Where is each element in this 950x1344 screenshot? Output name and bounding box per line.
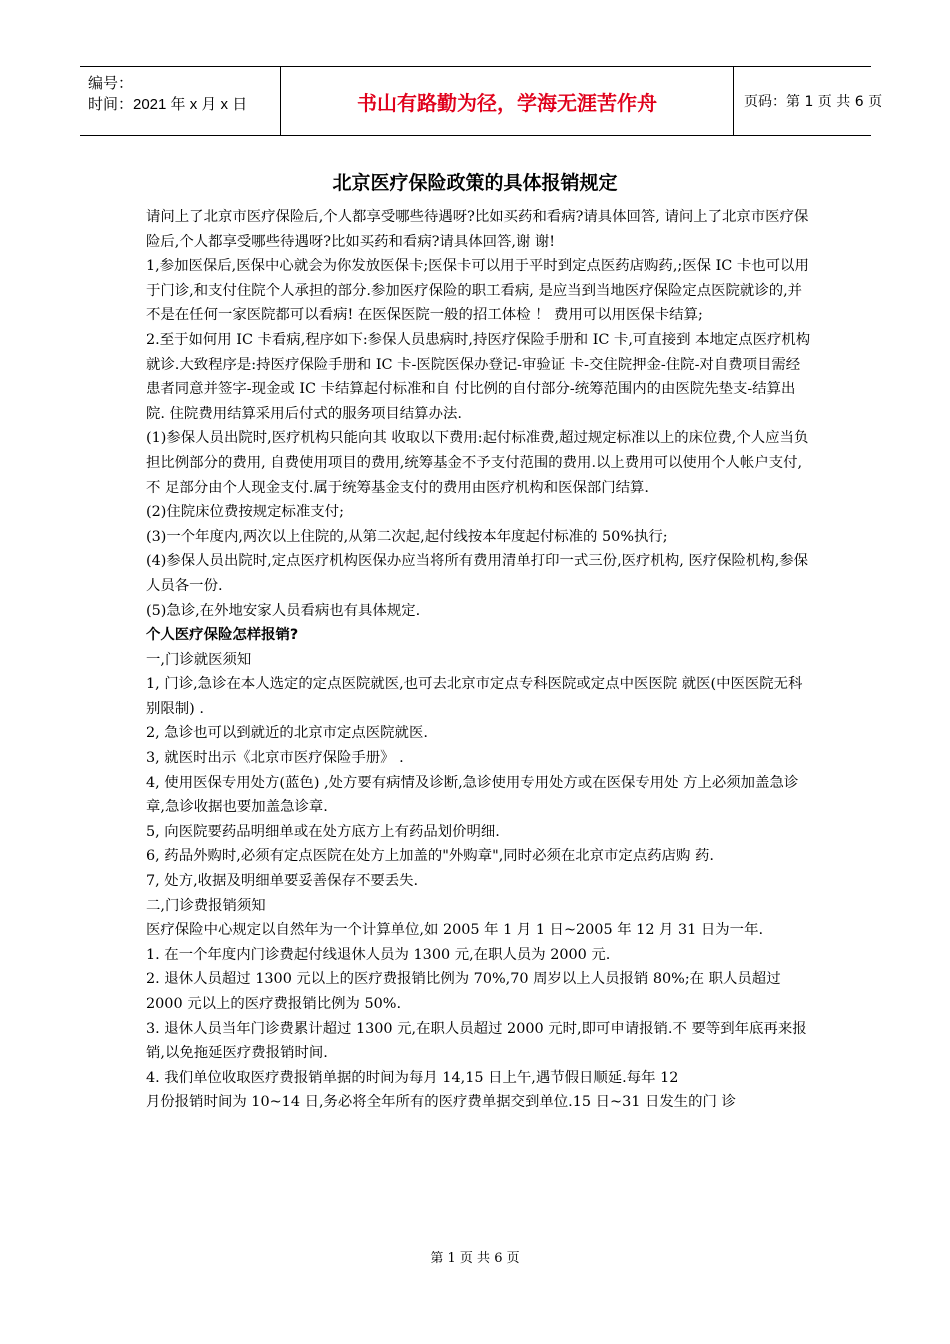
- paragraph: 一,门诊就医须知: [146, 651, 252, 668]
- paragraph: 3, 就医时出示《北京市医疗保险手册》 .: [146, 750, 404, 767]
- document-number-label: 编号：: [88, 75, 134, 92]
- paragraph: 2, 急诊也可以到就近的北京市定点医院就医.: [146, 725, 428, 742]
- paragraph: 3. 退休人员当年门诊费累计超过 1300 元,在职人员超过 2000 元时,即可申请报销.不 要等到年底再来报销,以免拖延医疗费报销时间.: [146, 1020, 807, 1062]
- paragraph: (2)住院床位费按规定标准支付;: [146, 504, 344, 521]
- paragraph: 1, 门诊,急诊在本人选定的定点医院就医,也可去北京市定点专科医院或定点中医医院 就医(中医医院无科别限制) .: [146, 676, 803, 717]
- document-date-label: 时间：2021 年 x 月 x 日: [88, 96, 248, 113]
- paragraph: 二,门诊费报销须知: [146, 897, 266, 914]
- paragraph: 2.至于如何用 IC 卡看病,程序如下:参保人员患病时,持医疗保险手册和 IC 卡,可直接到 本地定点医疗机构就诊.大致程序是:持医疗保险手册和 IC 卡-医院医保办登记-审验证 卡-交住院押金-住院-对自费项目需经患者同意并签字-现金或 IC 卡结算起付标准和自 付比例的自付部分-统筹范围内的由医院先垫支-结算出院. 住院费用结算采用后付式的服务项目结算办法.: [146, 331, 811, 422]
- document-body: [146, 205, 811, 1115]
- paragraph: 2. 退休人员超过 1300 元以上的医疗费报销比例为 70%,70 周岁以上人员报销 80%;在 职人员超过 2000 元以上的医疗费报销比例为 50%.: [146, 971, 781, 1012]
- document-title: 北京医疗保险政策的具体报销规定: [332, 172, 618, 194]
- header-slogan: 书山有路勤为径，学海无涯苦作舟: [281, 67, 734, 135]
- paragraph: (4)参保人员出院时,定点医疗机构医保办应当将所有费用清单打印一式三份,医疗机构, 医疗保险机构,参保人员各一份.: [146, 553, 809, 594]
- section-heading: 个人医疗保险怎样报销?: [146, 627, 299, 644]
- paragraph: 5, 向医院要药品明细单或在处方底方上有药品划价明细.: [146, 823, 500, 840]
- paragraph: 4. 我们单位收取医疗费报销单据的时间为每月 14,15 日上午,遇节假日顺延.每年 12: [146, 1069, 679, 1086]
- paragraph: (3)一个年度内,两次以上住院的,从第二次起,起付线按本年度起付标准的 50%执行;: [146, 528, 668, 545]
- paragraph: 1,参加医保后,医保中心就会为你发放医保卡;医保卡可以用于平时到定点医药店购药,;医保 IC 卡也可以用于门诊,和支付住院个人承担的部分.参加医疗保险的职工看病, 是应当到当地医疗保险定点医院就诊的,并不是在任何一家医院都可以看病! 在医保医院一般的招工体检 ！ 费用可以用医保卡结算;: [146, 258, 809, 324]
- paragraph: 月份报销时间为 10~14 日,务必将全年所有的医疗费单据交到单位.15 日~31 日发生的门 诊: [146, 1094, 736, 1111]
- header-page-info: 页码：第 1 页 共 6 页: [744, 94, 883, 110]
- page-footer: 第 1 页 共 6 页: [430, 1251, 520, 1266]
- header-meta: [80, 67, 281, 135]
- paragraph: 4, 使用医保专用处方(蓝色) ,处方要有病情及诊断,急诊使用专用处方或在医保专用处 方上必须加盖急诊章,急诊收据也要加盖急诊章.: [146, 774, 799, 816]
- paragraph: 请问上了北京市医疗保险后,个人都享受哪些待遇呀?比如买药和看病?请具体回答, 请问上了北京市医疗保险后,个人都享受哪些待遇呀?比如买药和看病?请具体回答,谢 谢!: [146, 209, 809, 250]
- paragraph: 7, 处方,收据及明细单要妥善保存不要丢失.: [146, 873, 419, 890]
- paragraph: (1)参保人员出院时,医疗机构只能向其 收取以下费用:起付标准费,超过规定标准以上的床位费,个人应当负担比例部分的费用, 自费使用项目的费用,统筹基金不予支付范围的费用.以上费用可以使用个人帐户支付,不 足部分由个人现金支付.属于统筹基金支付的费用由医疗机构和医保部门结算.: [146, 430, 809, 496]
- paragraph: (5)急诊,在外地安家人员看病也有具体规定.: [146, 602, 421, 619]
- page-header: [80, 66, 883, 136]
- paragraph: 医疗保险中心规定以自然年为一个计算单位,如 2005 年 1 月 1 日~2005 年 12 月 31 日为一年.: [146, 922, 764, 939]
- paragraph: 1. 在一个年度内门诊费起付线退休人员为 1300 元,在职人员为 2000 元.: [146, 946, 611, 963]
- paragraph: 6, 药品外购时,必须有定点医院在处方上加盖的"外购章",同时必须在北京市定点药店购 药.: [146, 848, 714, 865]
